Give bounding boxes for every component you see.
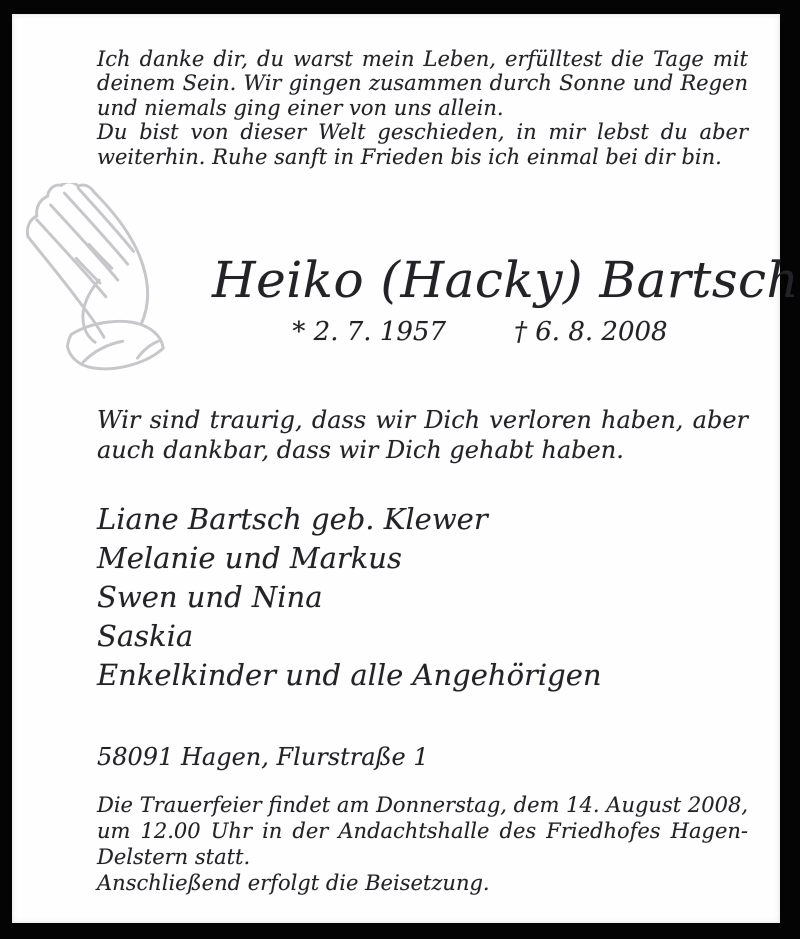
opening-verse [97,47,748,169]
address-line: 58091 Hagen, Flurstraße 1 [97,743,429,771]
life-dates [212,316,748,348]
opening-verse-paragraph-1: Ich danke dir, du warst mein Leben, erfülltest die Tage mit deinem Sein. Wir gingen zusammen durch Sonne und Regen und niemals ging einer von uns allein. [97,47,748,120]
funeral-info-paragraph-1: Die Trauerfeier findet am Donnerstag, dem 14. August 2008, um 12.00 Uhr in der Andachtshalle des Friedhofes Hagen-Delstern statt. [97,793,748,869]
obituary-paper [12,14,800,923]
funeral-info [97,792,748,896]
funeral-info-paragraph-2: Anschließend erfolgt die Beisetzung. [97,871,490,895]
mourner-name: Swen und Nina [97,580,323,614]
condolence-text: Wir sind traurig, dass wir Dich verloren haben, aber auch dankbar, dass wir Dich gehabt haben. [97,406,748,464]
birth-date: * 2. 7. 1957 [292,317,446,347]
mourners-list [97,500,757,695]
praying-hands-icon [20,183,178,381]
mourner-name: Saskia [97,619,194,653]
opening-verse-paragraph-2: Du bist von dieser Welt geschieden, in mir lebst du aber weiterhin. Ruhe sanft in Frieden bis ich einmal bei dir bin. [97,120,748,169]
death-date: † 6. 8. 2008 [514,317,668,347]
deceased-name: Heiko (Hacky) Bartsch [212,251,800,309]
mourner-name: Enkelkinder und alle Angehörigen [97,658,602,692]
mourner-name: Melanie und Markus [97,541,402,575]
mourner-name: Liane Bartsch geb. Klewer [97,502,488,536]
